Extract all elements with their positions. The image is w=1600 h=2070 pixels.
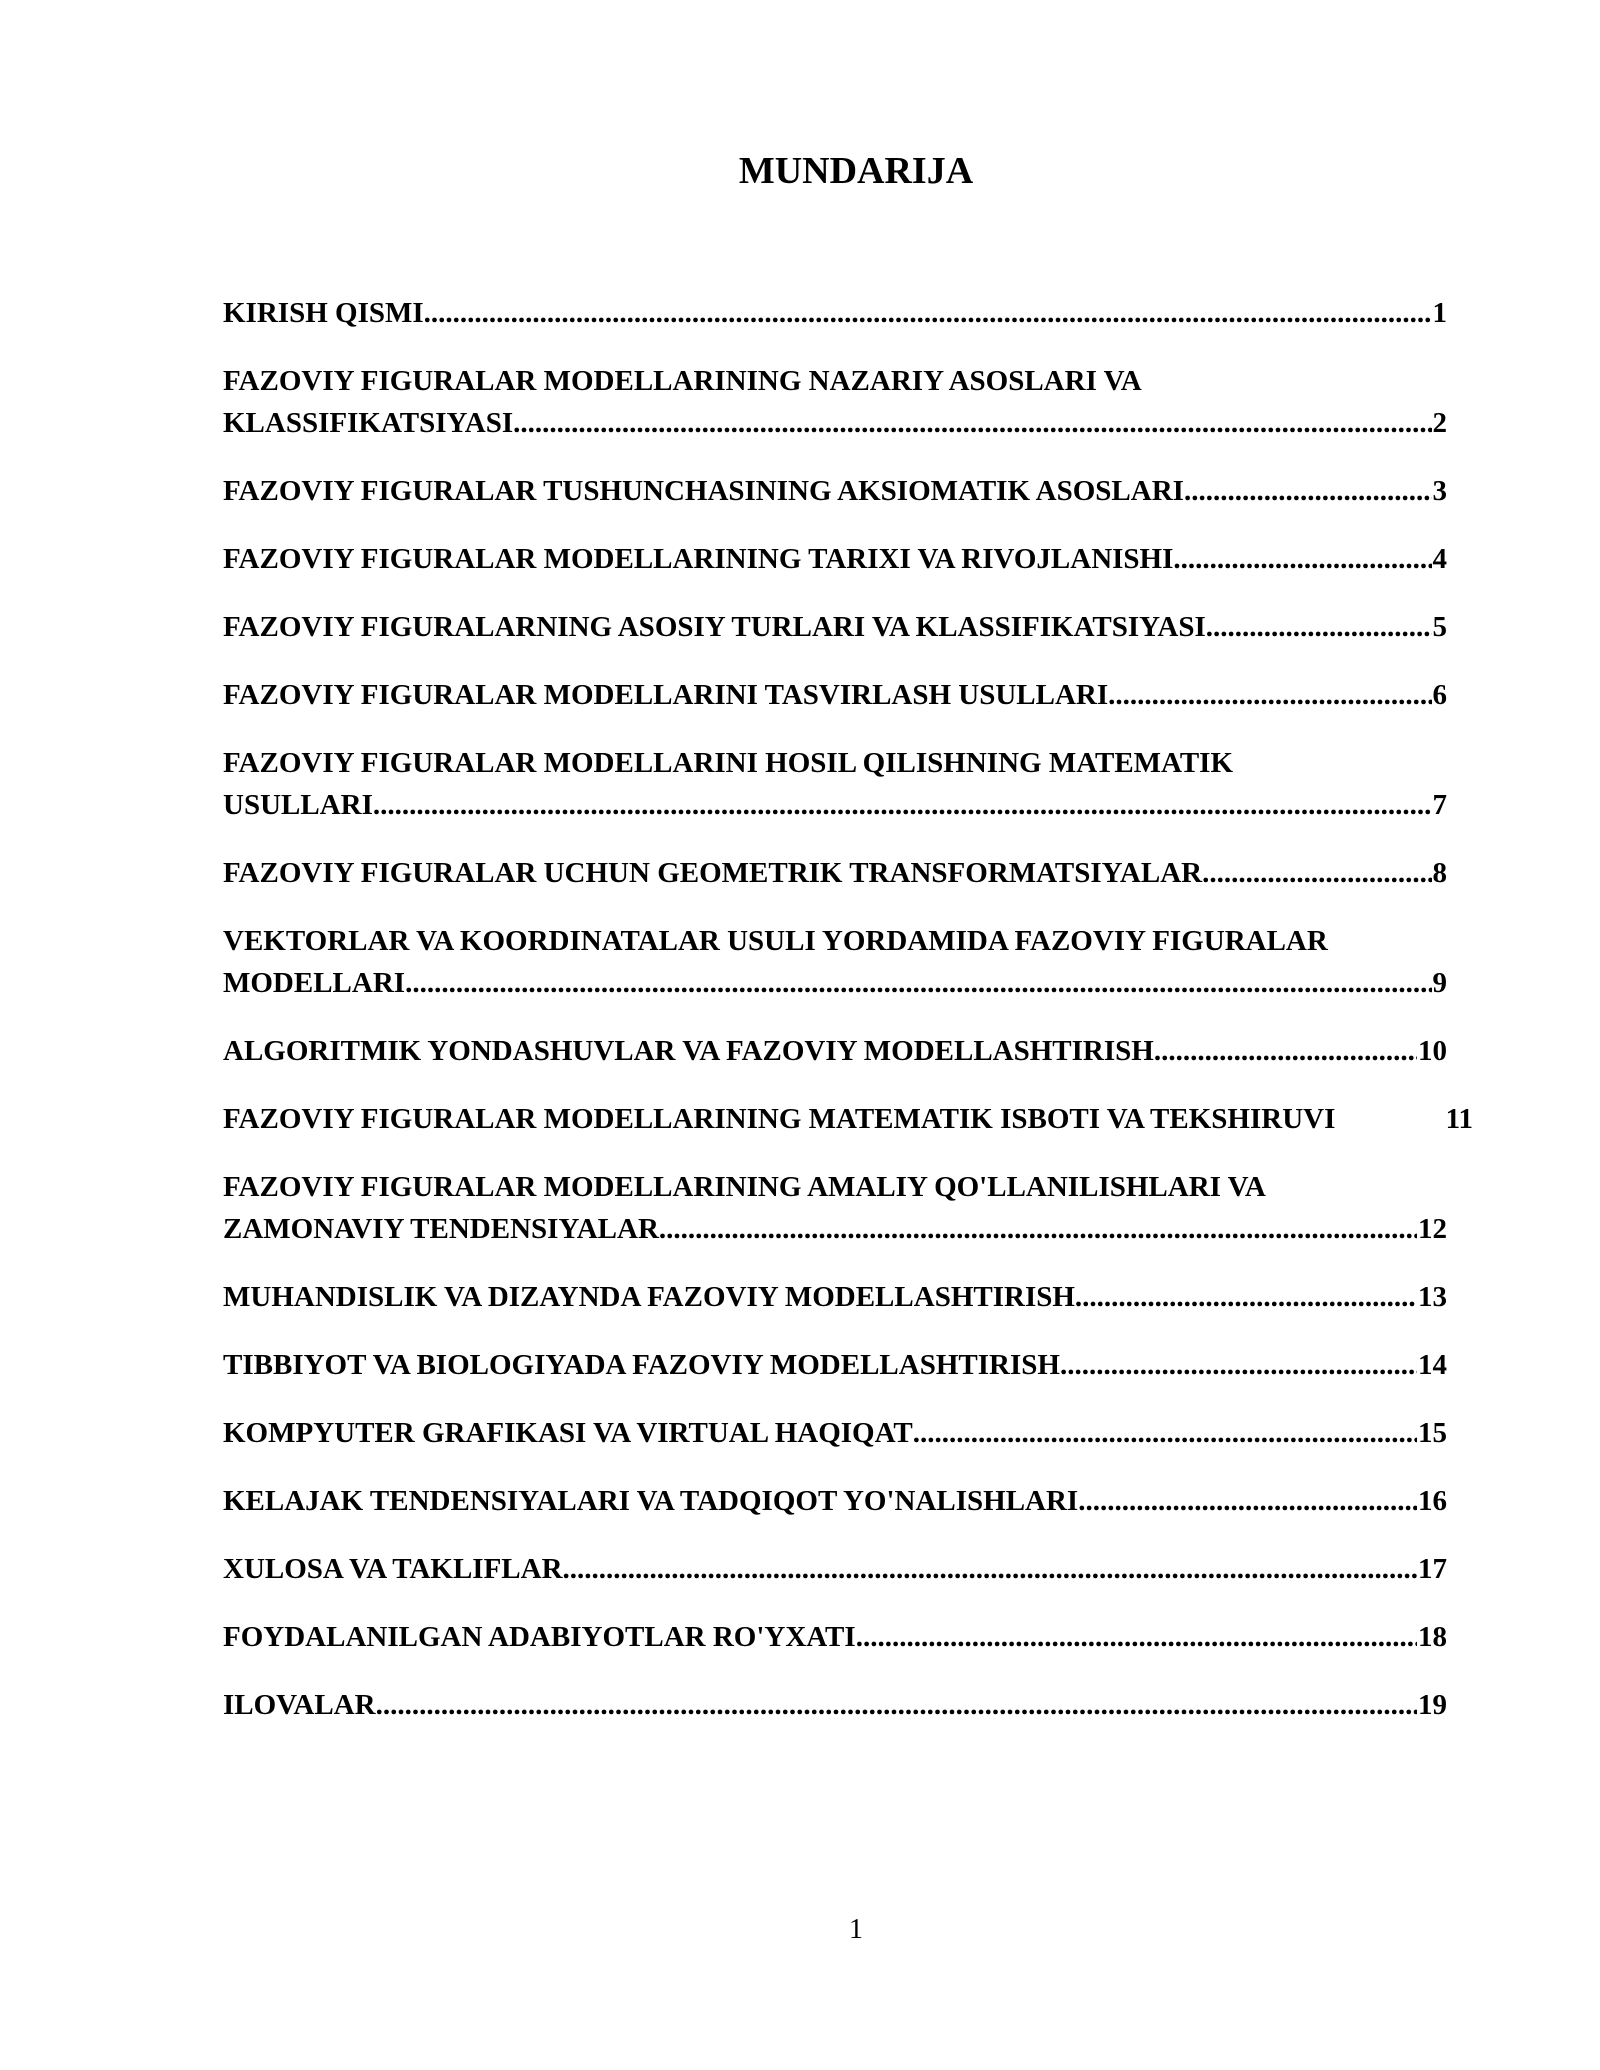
toc-entry-title: KIRISH QISMI	[223, 297, 424, 329]
toc-entry-line	[223, 470, 1447, 512]
toc-dot-leader	[376, 1684, 1417, 1726]
toc-page-number: 2	[1432, 407, 1447, 439]
page-title: MUNDARIJA	[738, 150, 974, 192]
toc-dot-leader	[856, 1616, 1417, 1658]
toc-dot-leader	[1154, 1030, 1417, 1072]
toc-entry[interactable]	[223, 1030, 1447, 1072]
toc-entry-line	[223, 962, 1447, 1004]
toc-entry[interactable]	[223, 1344, 1447, 1386]
toc-page-number: 3	[1432, 475, 1447, 507]
toc-entry-title: VEKTORLAR VA KOORDINATALAR USULI YORDAMIDA FAZOVIY FIGURALAR	[223, 925, 1328, 957]
toc-page-number: 5	[1432, 611, 1447, 643]
toc-entry-line	[223, 1344, 1447, 1386]
toc-page-number: 15	[1418, 1417, 1447, 1449]
toc-entry[interactable]	[223, 1480, 1447, 1522]
toc-entry-title: FAZOVIY FIGURALAR MODELLARINING MATEMATIK ISBOTI VA TEKSHIRUVI	[223, 1103, 1336, 1135]
toc-dot-leader	[1184, 470, 1432, 512]
toc-page-number: 12	[1418, 1213, 1447, 1245]
toc-entry-line	[223, 742, 1447, 784]
toc-entry-line	[223, 402, 1447, 444]
toc-page-number: 11	[1445, 1103, 1473, 1135]
toc-entry-line	[223, 784, 1447, 826]
toc-dot-leader	[563, 1548, 1417, 1590]
toc-page-number: 7	[1432, 789, 1447, 821]
toc-entry-title: TIBBIYOT VA BIOLOGIYADA FAZOVIY MODELLASHTIRISH	[223, 1349, 1060, 1381]
toc-dot-leader	[1108, 674, 1431, 716]
toc-page-number: 13	[1418, 1281, 1447, 1313]
toc-entry[interactable]	[223, 920, 1447, 1004]
toc-dot-leader	[373, 784, 1432, 826]
toc-page-number: 4	[1432, 543, 1447, 575]
toc-entry[interactable]	[223, 674, 1447, 716]
toc-entry-line	[223, 1276, 1447, 1318]
toc-entry[interactable]	[223, 1616, 1447, 1658]
toc-entry-title: FAZOVIY FIGURALARNING ASOSIY TURLARI VA KLASSIFIKATSIYASI	[223, 611, 1206, 643]
toc-entry-title: KLASSIFIKATSIYASI	[223, 407, 514, 439]
toc-page-number: 1	[1432, 297, 1447, 329]
toc-entry-line	[223, 606, 1447, 648]
toc-page-number: 6	[1432, 679, 1447, 711]
toc-entry-title: FAZOVIY FIGURALAR MODELLARINING TARIXI VA RIVOJLANISHI	[223, 543, 1174, 575]
toc-entry[interactable]	[223, 292, 1447, 334]
toc-entry-line	[223, 1616, 1447, 1658]
toc-dot-leader	[1075, 1276, 1417, 1318]
toc-entry[interactable]	[223, 742, 1447, 826]
toc-entry-title: FOYDALANILGAN ADABIYOTLAR RO'YXATI	[223, 1621, 856, 1653]
toc-entry-title: ZAMONAVIY TENDENSIYALAR	[223, 1213, 659, 1245]
toc-entry-line	[223, 1412, 1447, 1454]
toc-dot-leader	[405, 962, 1431, 1004]
toc-entry-title: FAZOVIY FIGURALAR TUSHUNCHASINING AKSIOMATIK ASOSLARI	[223, 475, 1184, 507]
toc-entry[interactable]	[223, 1276, 1447, 1318]
toc-entry-title: ILOVALAR	[223, 1689, 376, 1721]
toc-dot-leader	[659, 1208, 1417, 1250]
toc-dot-leader	[1202, 852, 1431, 894]
toc-page-number: 16	[1418, 1485, 1447, 1517]
toc-entry-line	[223, 292, 1447, 334]
toc-dot-leader	[1206, 606, 1432, 648]
toc-entry-title: KOMPYUTER GRAFIKASI VA VIRTUAL HAQIQAT	[223, 1417, 913, 1449]
toc-entry[interactable]	[223, 852, 1447, 894]
toc-dot-leader	[1078, 1480, 1417, 1522]
toc-entry-title: XULOSA VA TAKLIFLAR	[223, 1553, 563, 1585]
toc-entry[interactable]	[223, 470, 1447, 512]
toc-page-number: 14	[1418, 1349, 1447, 1381]
toc-entry-line	[223, 1030, 1447, 1072]
toc-entry-line	[223, 920, 1447, 962]
toc-entry-line	[223, 1480, 1447, 1522]
toc-entry-line	[223, 1208, 1447, 1250]
toc-page-number: 10	[1418, 1035, 1447, 1067]
toc-entry[interactable]	[223, 360, 1447, 444]
toc-entry-line	[223, 1166, 1447, 1208]
toc-entry[interactable]	[223, 1098, 1473, 1140]
toc-entry-line	[223, 852, 1447, 894]
toc-entry-title: FAZOVIY FIGURALAR MODELLARINI TASVIRLASH USULLARI	[223, 679, 1109, 711]
toc-entry[interactable]	[223, 1412, 1447, 1454]
toc-page-number: 19	[1418, 1689, 1447, 1721]
toc-entry[interactable]	[223, 1684, 1447, 1726]
toc-entry-title: ALGORITMIK YONDASHUVLAR VA FAZOVIY MODELLASHTIRISH	[223, 1035, 1154, 1067]
toc-dot-leader	[1060, 1344, 1417, 1386]
toc-entry-title: FAZOVIY FIGURALAR MODELLARINI HOSIL QILISHNING MATEMATIK	[223, 747, 1234, 779]
toc-entry-line	[223, 674, 1447, 716]
table-of-contents	[223, 292, 1473, 1752]
toc-entry-title: MODELLARI	[223, 967, 406, 999]
toc-entry[interactable]	[223, 1166, 1447, 1250]
page-number: 1	[849, 1914, 863, 1945]
toc-entry-line	[223, 360, 1447, 402]
toc-entry-line	[223, 1684, 1447, 1726]
toc-page-number: 18	[1418, 1621, 1447, 1653]
toc-entry-title: USULLARI	[223, 789, 373, 821]
toc-page-number: 8	[1432, 857, 1447, 889]
toc-dot-leader	[424, 292, 1432, 334]
toc-entry[interactable]	[223, 538, 1447, 580]
toc-entry-line	[223, 538, 1447, 580]
toc-entry-line	[223, 1548, 1447, 1590]
toc-dot-leader	[1173, 538, 1431, 580]
toc-page-number: 17	[1418, 1553, 1447, 1585]
toc-page-number: 9	[1432, 967, 1447, 999]
toc-entry[interactable]	[223, 606, 1447, 648]
toc-entry-title: MUHANDISLIK VA DIZAYNDA FAZOVIY MODELLASHTIRISH	[223, 1281, 1075, 1313]
toc-entry-title: FAZOVIY FIGURALAR MODELLARINING AMALIY QO'LLANILISHLARI VA	[223, 1171, 1266, 1203]
toc-entry[interactable]	[223, 1548, 1447, 1590]
toc-entry-title: KELAJAK TENDENSIYALARI VA TADQIQOT YO'NALISHLARI	[223, 1485, 1079, 1517]
toc-entry-title: FAZOVIY FIGURALAR MODELLARINING NAZARIY ASOSLARI VA	[223, 365, 1142, 397]
toc-entry-line	[223, 1098, 1473, 1140]
toc-dot-leader	[913, 1412, 1417, 1454]
toc-dot-leader	[513, 402, 1431, 444]
toc-entry-title: FAZOVIY FIGURALAR UCHUN GEOMETRIK TRANSFORMATSIYALAR	[223, 857, 1203, 889]
